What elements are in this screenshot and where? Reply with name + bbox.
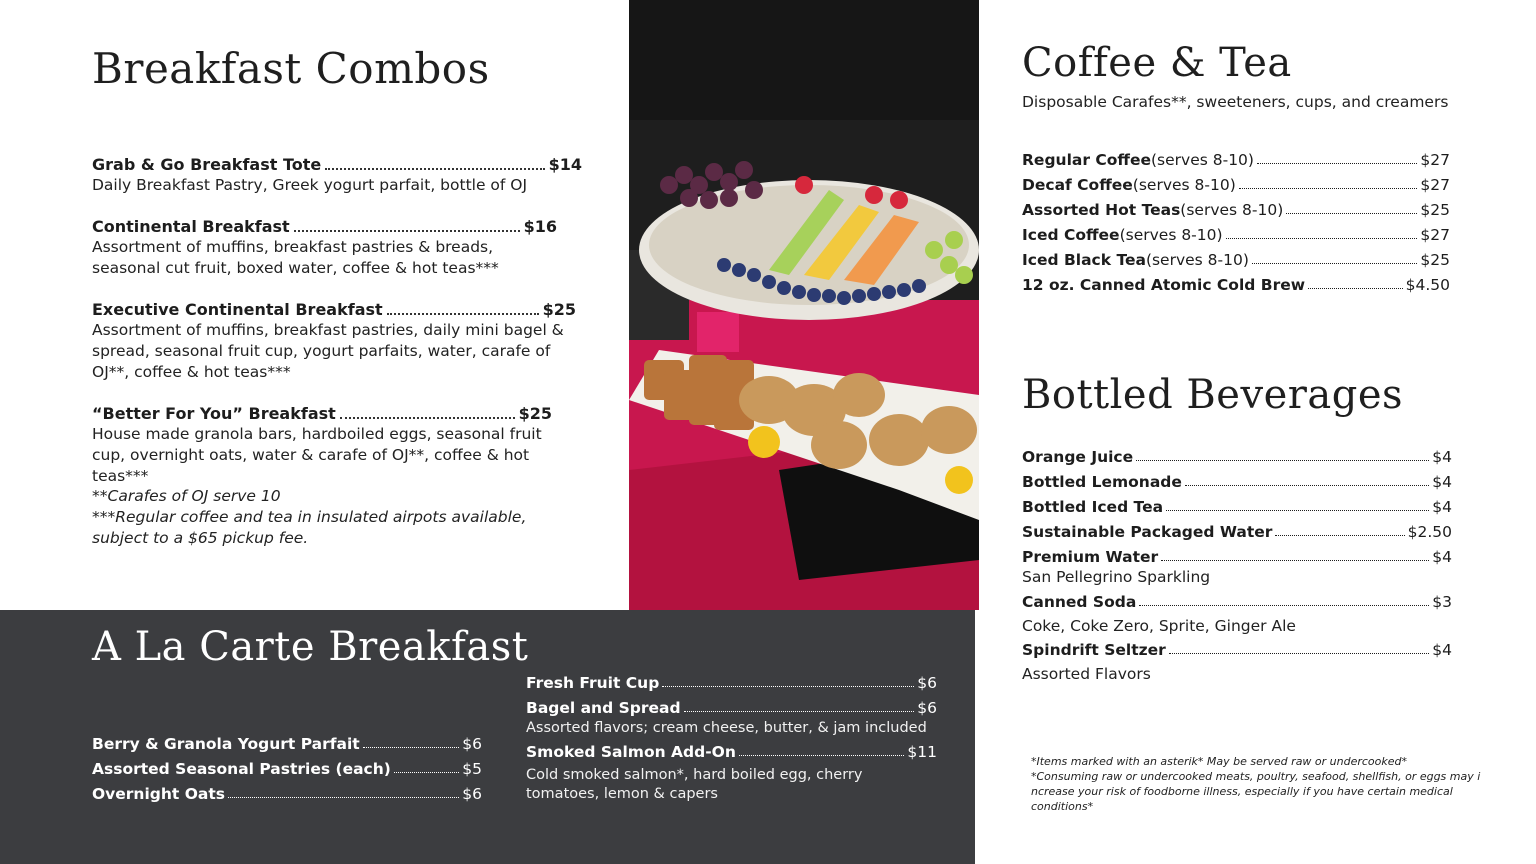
item-price: $27 (1420, 226, 1450, 244)
item-name: Smoked Salmon Add-On (526, 743, 736, 761)
leader-dots (340, 403, 515, 419)
menu-row (1022, 498, 1452, 516)
leader-dots (1286, 213, 1417, 214)
menu-row (1022, 226, 1450, 244)
menu-row (1022, 151, 1450, 169)
item-price: $4 (1432, 448, 1452, 466)
item-name: Overnight Oats (92, 785, 225, 803)
item-price: $25 (1420, 251, 1450, 269)
leader-dots (228, 797, 459, 798)
item-serves: (serves 8-10) (1151, 151, 1254, 169)
item-name: Decaf Coffee (1022, 176, 1133, 194)
leader-dots (1275, 535, 1404, 536)
combo-description: House made granola bars, hardboiled eggs, seasonal fruit cup, overnight oats, water & carafe of OJ**, coffee & hot teas*** (92, 425, 542, 485)
leader-dots (1185, 485, 1429, 486)
item-price: $6 (462, 735, 482, 753)
menu-row (1022, 251, 1450, 269)
item-price: $25 (1420, 201, 1450, 219)
item-name: 12 oz. Canned Atomic Cold Brew (1022, 276, 1306, 294)
item-price: $5 (462, 760, 482, 778)
item-price: $27 (1420, 151, 1450, 169)
item-description: Assorted Flavors (1022, 665, 1151, 683)
combo-item (92, 216, 562, 279)
combo-description: Daily Breakfast Pastry, Greek yogurt parfait, bottle of OJ (92, 176, 528, 194)
item-price: $4 (1432, 641, 1452, 659)
leader-dots (1252, 263, 1418, 264)
leader-dots (1166, 510, 1429, 511)
leader-dots (1257, 163, 1417, 164)
item-price: $11 (907, 743, 937, 761)
item-name: Bottled Lemonade (1022, 473, 1182, 491)
item-name: Berry & Granola Yogurt Parfait (92, 735, 360, 753)
disclaimer-line: ncrease your risk of foodborne illness, especially if you have certain medical conditions* (1031, 785, 1453, 813)
item-price: $6 (917, 699, 937, 717)
fruit-and-pastry-platter-photo (629, 0, 979, 610)
item-price: $4 (1432, 548, 1452, 566)
disclaimer-line: *Items marked with an asterik* May be served raw or undercooked* (1031, 755, 1408, 768)
leader-dots (363, 747, 460, 748)
item-price: $2.50 (1407, 523, 1452, 541)
leader-dots (1139, 605, 1429, 606)
coffee-tea-subtitle: Disposable Carafes**, sweeteners, cups, and creamers (1022, 93, 1449, 111)
item-price: $4.50 (1405, 276, 1450, 294)
combo-description: Assortment of muffins, breakfast pastries, daily mini bagel & spread, seasonal fruit cup, yogurt parfaits, water, carafe of OJ**, coffee & hot teas*** (92, 321, 564, 381)
leader-dots (294, 216, 520, 232)
item-name: Premium Water (1022, 548, 1159, 566)
item-name: Bottled Iced Tea (1022, 498, 1164, 516)
breakfast-combos-title: Breakfast Combos (92, 44, 490, 93)
menu-row (1022, 473, 1452, 491)
coffee-tea-title: Coffee & Tea (1022, 40, 1292, 86)
menu-row (526, 674, 937, 692)
leader-dots (1239, 188, 1418, 189)
footnote-line: ***Regular coffee and tea in insulated airpots available, (92, 508, 527, 526)
leader-dots (739, 755, 905, 756)
leader-dots (394, 772, 459, 773)
footnote-line: subject to a $65 pickup fee. (92, 529, 309, 547)
menu-row (1022, 448, 1452, 466)
menu-row (1022, 523, 1452, 541)
menu-row (526, 743, 937, 761)
item-name: Regular Coffee (1022, 151, 1151, 169)
item-description: San Pellegrino Sparkling (1022, 568, 1211, 586)
leader-dots (1226, 238, 1418, 239)
item-serves: (serves 8-10) (1180, 201, 1284, 219)
leader-dots (1308, 288, 1403, 289)
combo-item (92, 299, 576, 383)
item-description: Cold smoked salmon*, hard boiled egg, cherry (526, 767, 863, 783)
item-name: Assorted Seasonal Pastries (each) (92, 760, 391, 778)
item-name: Canned Soda (1022, 593, 1137, 611)
menu-row (1022, 176, 1450, 194)
combo-footnotes (92, 486, 552, 549)
combo-name: Grab & Go Breakfast Tote (92, 155, 322, 174)
leader-dots (1161, 560, 1429, 561)
combo-price: $25 (542, 300, 576, 319)
menu-row (526, 699, 937, 717)
leader-dots (662, 686, 914, 687)
menu-row (1022, 548, 1452, 566)
combo-item (92, 154, 582, 196)
leader-dots (387, 299, 539, 315)
item-name: Orange Juice (1022, 448, 1134, 466)
item-price: $27 (1420, 176, 1450, 194)
combo-price: $16 (523, 217, 557, 236)
item-name: Fresh Fruit Cup (526, 674, 660, 692)
item-price: $3 (1432, 593, 1452, 611)
combo-description: Assortment of muffins, breakfast pastries & breads, seasonal cut fruit, boxed water, coffee & hot teas*** (92, 238, 499, 277)
item-name: Iced Coffee (1022, 226, 1120, 244)
item-description: Coke, Coke Zero, Sprite, Ginger Ale (1022, 617, 1296, 635)
leader-dots (684, 711, 915, 712)
menu-row (92, 735, 482, 753)
combo-price: $25 (518, 404, 552, 423)
item-serves: (serves 8-10) (1132, 176, 1236, 194)
item-description: Assorted flavors; cream cheese, butter, & jam included (526, 720, 927, 736)
disclaimer-line: *Consuming raw or undercooked meats, poultry, seafood, shellfish, or eggs may i (1031, 770, 1481, 783)
item-name: Assorted Hot Teas (1022, 201, 1181, 219)
food-safety-disclaimer (1031, 754, 1501, 814)
combo-name: Executive Continental Breakfast (92, 300, 383, 319)
item-price: $4 (1432, 498, 1452, 516)
item-price: $6 (462, 785, 482, 803)
item-name: Iced Black Tea (1022, 251, 1146, 269)
menu-row (92, 760, 482, 778)
bottled-beverages-title: Bottled Beverages (1022, 372, 1404, 418)
combo-name: Continental Breakfast (92, 217, 290, 236)
menu-row (1022, 276, 1450, 294)
item-price: $4 (1432, 473, 1452, 491)
food-photo-illustration (629, 0, 979, 610)
item-serves: (serves 8-10) (1145, 251, 1249, 269)
footnote-line: **Carafes of OJ serve 10 (92, 487, 281, 505)
leader-dots (1136, 460, 1429, 461)
menu-row (1022, 201, 1450, 219)
combo-name: “Better For You” Breakfast (92, 404, 336, 423)
menu-row (1022, 641, 1452, 659)
item-name: Spindrift Seltzer (1022, 641, 1166, 659)
item-description: tomatoes, lemon & capers (526, 786, 718, 802)
combo-price: $14 (548, 155, 582, 174)
leader-dots (325, 154, 544, 170)
leader-dots (1169, 653, 1429, 654)
item-name: Sustainable Packaged Water (1022, 523, 1273, 541)
a-la-carte-title: A La Carte Breakfast (92, 624, 529, 670)
item-serves: (serves 8-10) (1119, 226, 1223, 244)
menu-row (1022, 593, 1452, 611)
menu-row (92, 785, 482, 803)
combo-item (92, 403, 562, 487)
item-name: Bagel and Spread (526, 699, 681, 717)
item-price: $6 (917, 674, 937, 692)
